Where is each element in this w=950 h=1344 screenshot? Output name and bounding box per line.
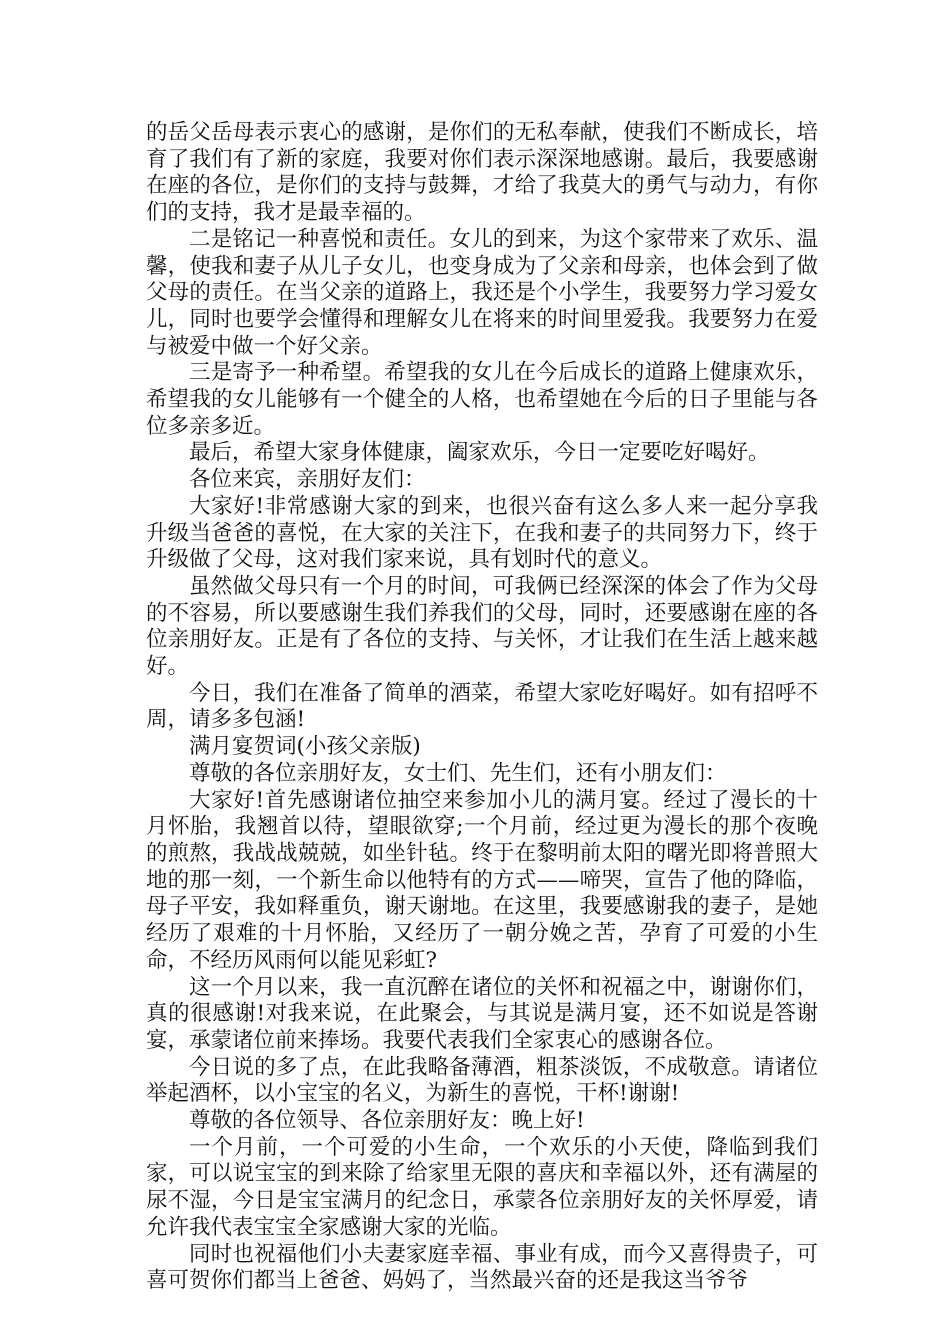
paragraph-3: 三是寄予一种希望。希望我的女儿在今后成长的道路上健康欢乐，希望我的女儿能够有一个健全的人格，也希望她在今后的日子里能与各位多亲多近。 bbox=[146, 360, 818, 439]
paragraph-16: 同时也祝福他们小夫妻家庭幸福、事业有成，而今又喜得贵子，可喜可贺你们都当上爸爸、妈妈了，当然最兴奋的还是我这当爷爷 bbox=[146, 1241, 818, 1294]
paragraph-4: 最后，希望大家身体健康，阖家欢乐，今日一定要吃好喝好。 bbox=[189, 440, 770, 466]
paragraph-10: 尊敬的各位亲朋好友，女士们、先生们，还有小朋友们： bbox=[189, 760, 727, 786]
paragraph-14: 尊敬的各位领导、各位亲朋好友：晚上好! bbox=[189, 1108, 585, 1134]
paragraph-11: 大家好!首先感谢诸位抽空来参加小儿的满月宴。经过了漫长的十月怀胎，我翘首以待，望眼欲穿;一个月前，经过更为漫长的那个夜晚的煎熬，我战战兢兢，如坐针毡。终于在黎明前太阳的曙光即将普照大地的那一刻，一个新生命以他特有的方式——啼哭，宣告了他的降临，母子平安，我如释重负，谢天谢地。在这里，我要感谢我的妻子，是她经历了艰难的十月怀胎，又经历了一朝分娩之苦，孕育了可爱的小生命，不经历风雨何以能见彩虹? bbox=[146, 787, 818, 973]
paragraph-5: 各位来宾，亲朋好友们： bbox=[189, 467, 426, 493]
section-heading: 满月宴贺词(小孩父亲版) bbox=[189, 734, 421, 760]
paragraph-12: 这一个月以来，我一直沉醉在诸位的关怀和祝福之中，谢谢你们，真的很感谢!对我来说，在此聚会，与其说是满月宴，还不如说是答谢宴，承蒙诸位前来捧场。我要代表我们全家衷心的感谢各位。 bbox=[146, 974, 818, 1053]
paragraph-8: 今日，我们在准备了简单的酒菜，希望大家吃好喝好。如有招呼不周，请多多包涵! bbox=[146, 680, 818, 733]
paragraph-7: 虽然做父母只有一个月的时间，可我俩已经深深的体会了作为父母的不容易，所以要感谢生我们养我们的父母，同时，还要感谢在座的各位亲朋好友。正是有了各位的支持、与关怀，才让我们在生活上越来越好。 bbox=[146, 573, 818, 680]
paragraph-15: 一个月前，一个可爱的小生命，一个欢乐的小天使，降临到我们家，可以说宝宝的到来除了给家里无限的喜庆和幸福以外，还有满屋的尿不湿，今日是宝宝满月的纪念日，承蒙各位亲朋好友的关怀厚爱，请允许我代表宝宝全家感谢大家的光临。 bbox=[146, 1134, 818, 1240]
paragraph-1: 的岳父岳母表示衷心的感谢，是你们的无私奉献，使我们不断成长，培育了我们有了新的家庭，我要对你们表示深深地感谢。最后，我要感谢在座的各位，是你们的支持与鼓舞，才给了我莫大的勇气与动力，有你们的支持，我才是最幸福的。 bbox=[146, 120, 818, 226]
document-body bbox=[146, 120, 818, 1295]
paragraph-13: 今日说的多了点，在此我略备薄酒，粗茶淡饭，不成敬意。请诸位举起酒杯，以小宝宝的名义，为新生的喜悦，干杯!谢谢! bbox=[146, 1054, 818, 1107]
paragraph-6: 大家好!非常感谢大家的到来，也很兴奋有这么多人来一起分享我升级当爸爸的喜悦，在大家的关注下，在我和妻子的共同努力下，终于升级做了父母，这对我们家来说，具有划时代的意义。 bbox=[146, 493, 818, 573]
paragraph-2: 二是铭记一种喜悦和责任。女儿的到来，为这个家带来了欢乐、温馨，使我和妻子从儿子女儿，也变身成为了父亲和母亲，也体会到了做父母的责任。在当父亲的道路上，我还是个小学生，我要努力学习爱女儿，同时也要学会懂得和理解女儿在将来的时间里爱我。我要努力在爱与被爱中做一个好父亲。 bbox=[146, 226, 818, 359]
